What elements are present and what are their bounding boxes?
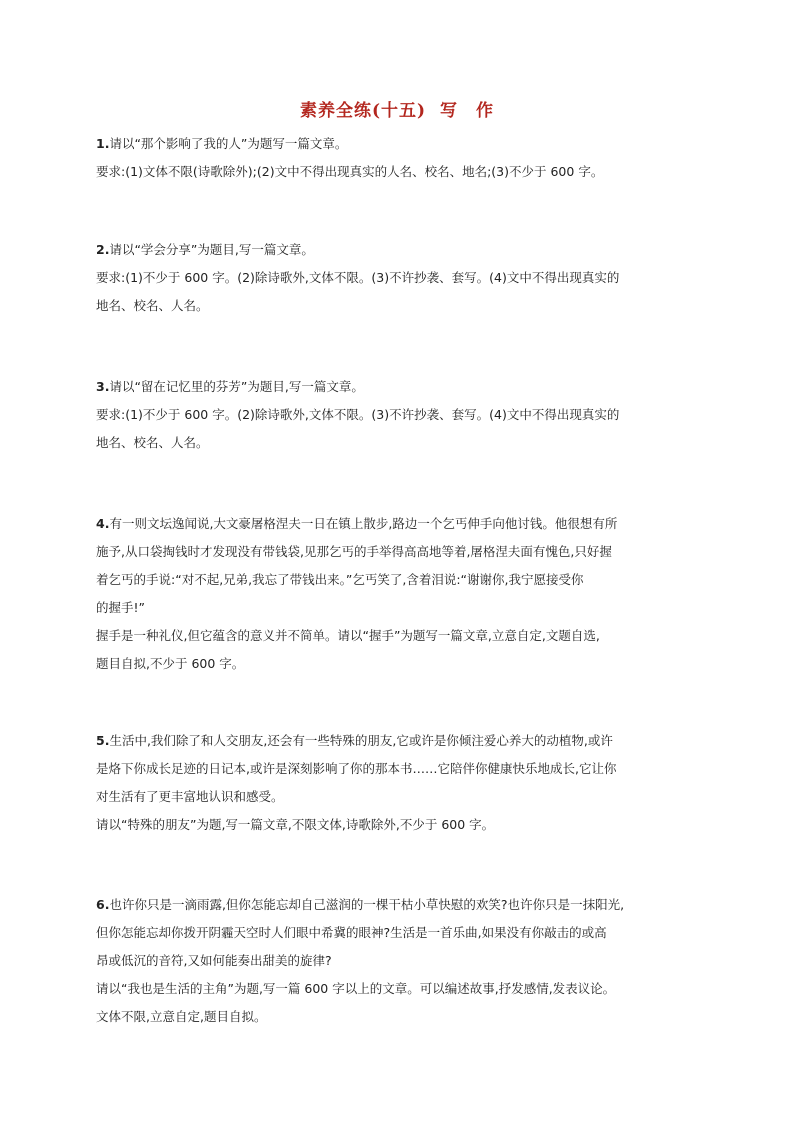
question-3-line-1 bbox=[96, 373, 696, 401]
question-text: 请以“学会分享”为题目,写一篇文章。 bbox=[109, 242, 314, 257]
question-text: 请以“那个影响了我的人”为题写一篇文章。 bbox=[109, 136, 348, 151]
question-text: 也许你只是一滴雨露,但你怎能忘却自己滋润的一棵干枯小草快慰的欢笑?也许你只是一抹阳光, bbox=[109, 897, 625, 912]
question-2-line-3: 地名、校名、人名。 bbox=[96, 298, 209, 313]
question-text: 请以“留在记忆里的芬芳”为题目,写一篇文章。 bbox=[109, 379, 364, 394]
title-sub: 写 作 bbox=[440, 101, 495, 121]
question-4-line-5: 握手是一种礼仪,但它蕴含的意义并不简单。请以“握手”为题写一篇文章,立意自定,文题自选, bbox=[96, 628, 600, 643]
question-2-line-2: 要求:(1)不少于 600 字。(2)除诗歌外,文体不限。(3)不许抄袭、套写。(4)文中不得出现真实的 bbox=[96, 270, 620, 285]
question-6-line-5: 文体不限,立意自定,题目自拟。 bbox=[96, 1009, 267, 1024]
question-2-line-1 bbox=[96, 236, 696, 264]
question-3-line-2: 要求:(1)不少于 600 字。(2)除诗歌外,文体不限。(3)不许抄袭、套写。(4)文中不得出现真实的 bbox=[96, 407, 620, 422]
question-2 bbox=[96, 236, 696, 320]
question-5-line-1 bbox=[96, 727, 696, 755]
question-4-line-2: 施予,从口袋掏钱时才发现没有带钱袋,见那乞丐的手举得高高地等着,屠格涅夫面有愧色,只好握 bbox=[96, 544, 612, 559]
page-title bbox=[0, 96, 794, 121]
question-number: 5. bbox=[96, 733, 110, 748]
question-number: 4. bbox=[96, 516, 110, 531]
question-4-line-3: 着乞丐的手说:“对不起,兄弟,我忘了带钱出来。”乞丐笑了,含着泪说:“谢谢你,我宁愿接受你 bbox=[96, 572, 584, 587]
question-number: 1. bbox=[96, 136, 110, 151]
question-5-line-2: 是烙下你成长足迹的日记本,或许是深刻影响了你的那本书……它陪伴你健康快乐地成长,它让你 bbox=[96, 761, 617, 776]
question-text: 生活中,我们除了和人交朋友,还会有一些特殊的朋友,它或许是你倾注爱心养大的动植物,或许 bbox=[109, 733, 613, 748]
question-1-line-2: 要求:(1)文体不限(诗歌除外);(2)文中不得出现真实的人名、校名、地名;(3)不少于 600 字。 bbox=[96, 164, 604, 179]
question-4-line-6: 题目自拟,不少于 600 字。 bbox=[96, 656, 245, 671]
question-5 bbox=[96, 727, 696, 839]
question-4 bbox=[96, 510, 696, 678]
question-4-line-4: 的握手!” bbox=[96, 600, 145, 615]
question-6-line-3: 昂或低沉的音符,又如何能奏出甜美的旋律? bbox=[96, 953, 332, 968]
question-3-line-3: 地名、校名、人名。 bbox=[96, 435, 209, 450]
question-text: 有一则文坛逸闻说,大文豪屠格涅夫一日在镇上散步,路边一个乞丐伸手向他讨钱。他很想有所 bbox=[109, 516, 618, 531]
question-1 bbox=[96, 130, 696, 186]
question-number: 3. bbox=[96, 379, 110, 394]
question-6-line-1 bbox=[96, 891, 696, 919]
question-4-line-1 bbox=[96, 510, 696, 538]
title-main: 素养全练(十五) bbox=[299, 101, 427, 121]
question-number: 6. bbox=[96, 897, 110, 912]
question-6 bbox=[96, 891, 696, 1031]
question-number: 2. bbox=[96, 242, 110, 257]
question-3 bbox=[96, 373, 696, 457]
question-5-line-3: 对生活有了更丰富地认识和感受。 bbox=[96, 789, 284, 804]
question-5-line-4: 请以“特殊的朋友”为题,写一篇文章,不限文体,诗歌除外,不少于 600 字。 bbox=[96, 817, 495, 832]
question-6-line-2: 但你怎能忘却你拨开阴霾天空时人们眼中希冀的眼神?生活是一首乐曲,如果没有你敲击的或高 bbox=[96, 925, 607, 940]
question-1-line-1 bbox=[96, 130, 696, 158]
question-6-line-4: 请以“我也是生活的主角”为题,写一篇 600 字以上的文章。可以编述故事,抒发感情,发表议论。 bbox=[96, 981, 616, 996]
